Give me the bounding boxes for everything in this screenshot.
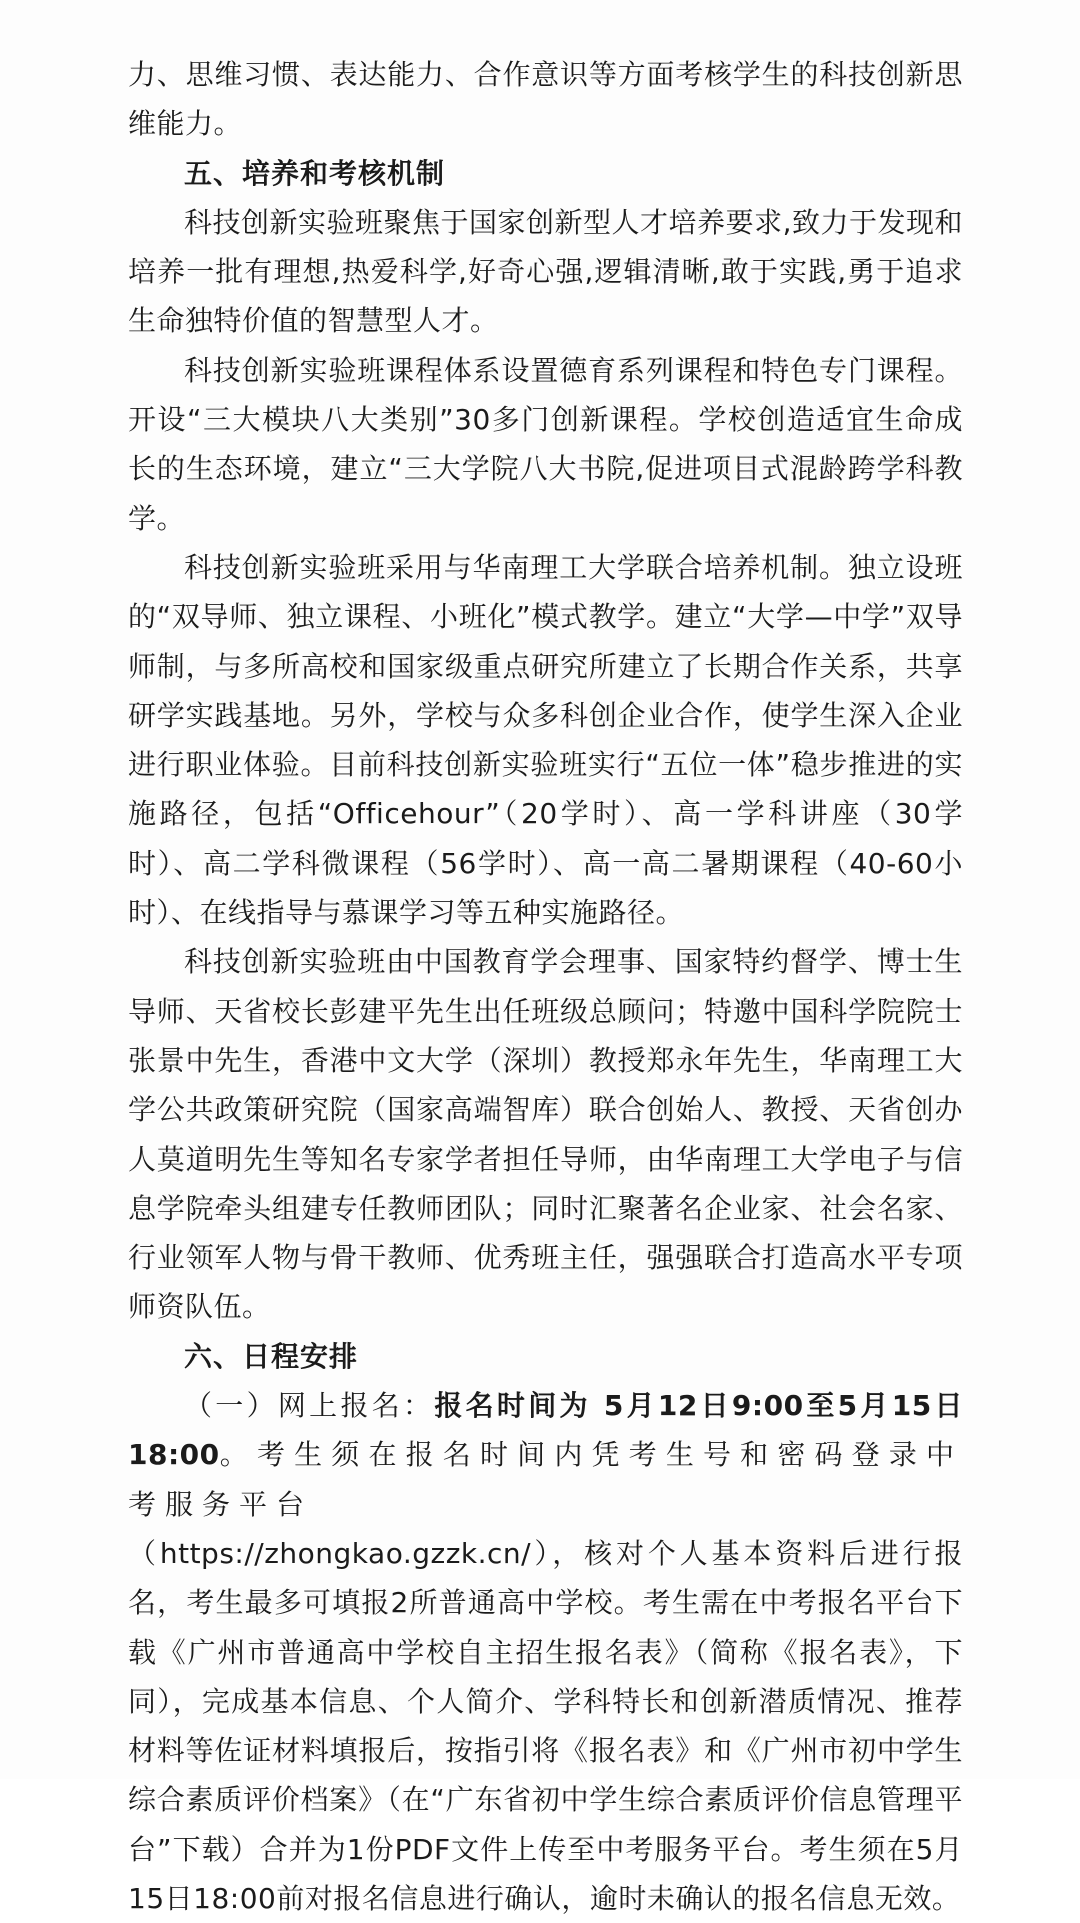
document-body xyxy=(128,50,963,1923)
paragraph-registration xyxy=(128,1381,963,1529)
registration-time: 报名时间为 5月12日9:00至5月15日18:00 xyxy=(128,1389,963,1472)
registration-lead: （一）网上报名： xyxy=(184,1389,435,1423)
paragraph-assessment-continued: 力、思维习惯、表达能力、合作意识等方面考核学生的科技创新思维能力。 xyxy=(128,58,963,141)
registration-instruction: 。考生须在报名时间内凭考生号和密码登录中考服务平台 xyxy=(128,1438,963,1521)
paragraph-joint-training: 科技创新实验班采用与华南理工大学联合培养机制。独立设班的“双导师、独立课程、小班化”模式教学。建立“大学—中学”双导师制，与多所高校和国家级重点研究所建立了长期合作关系，共享研学实践基地。另外，学校与众多科创企业合作，使学生深入企业进行职业体验。目前科技创新实验班实行“五位一体”稳步推进的实施路径，包括“Officehour”（20学时）、高一学科讲座（30学时）、高二学科微课程（56学时）、高一高二暑期课程（40-60小时）、在线指导与慕课学习等五种实施路径。 xyxy=(128,550,963,930)
paragraph-registration-details: （https://zhongkao.gzzk.cn/），核对个人基本资料后进行报名，考生最多可填报2所普通高中学校。考生需在中考报名平台下载《广州市普通高中学校自主招生报名表》（简称《报名表》，下同），完成基本信息、个人简介、学科特长和创新潜质情况、推荐材料等佐证材料填报后，按指引将《报名表》和《广州市初中学生综合素质评价档案》（在“广东省初中学生综合素质评价信息管理平台”下载）合并为1份PDF文件上传至中考服务平台。考生须在5月15日18:00前对报名信息进行确认，逾时未确认的报名信息无效。 xyxy=(128,1536,963,1915)
paragraph-faculty: 科技创新实验班由中国教育学会理事、国家特约督学、博士生导师、天省校长彭建平先生出任班级总顾问；特邀中国科学院院士张景中先生，香港中文大学（深圳）教授郑永年先生，华南理工大学公共政策研究院（国家高端智库）联合创始人、教授、天省创办人莫道明先生等知名专家学者担任导师，由华南理工大学电子与信息学院牵头组建专任教师团队；同时汇聚著名企业家、社会名家、行业领军人物与骨干教师、优秀班主任，强强联合打造高水平专项师资队伍。 xyxy=(128,945,963,1324)
paragraph-curriculum: 科技创新实验班课程体系设置德育系列课程和特色专门课程。开设“三大模块八大类别”30多门创新课程。学校创造适宜生命成长的生态环境，建立“三大学院八大书院,促进项目式混龄跨学科教学。 xyxy=(128,353,963,535)
paragraph-talent-goal: 科技创新实验班聚焦于国家创新型人才培养要求,致力于发现和培养一批有理想,热爱科学,好奇心强,逻辑清晰,敢于实践,勇于追求生命独特价值的智慧型人才。 xyxy=(128,205,963,338)
section-heading-schedule: 六、日程安排 xyxy=(184,1339,359,1373)
section-heading-training: 五、培养和考核机制 xyxy=(184,156,446,190)
